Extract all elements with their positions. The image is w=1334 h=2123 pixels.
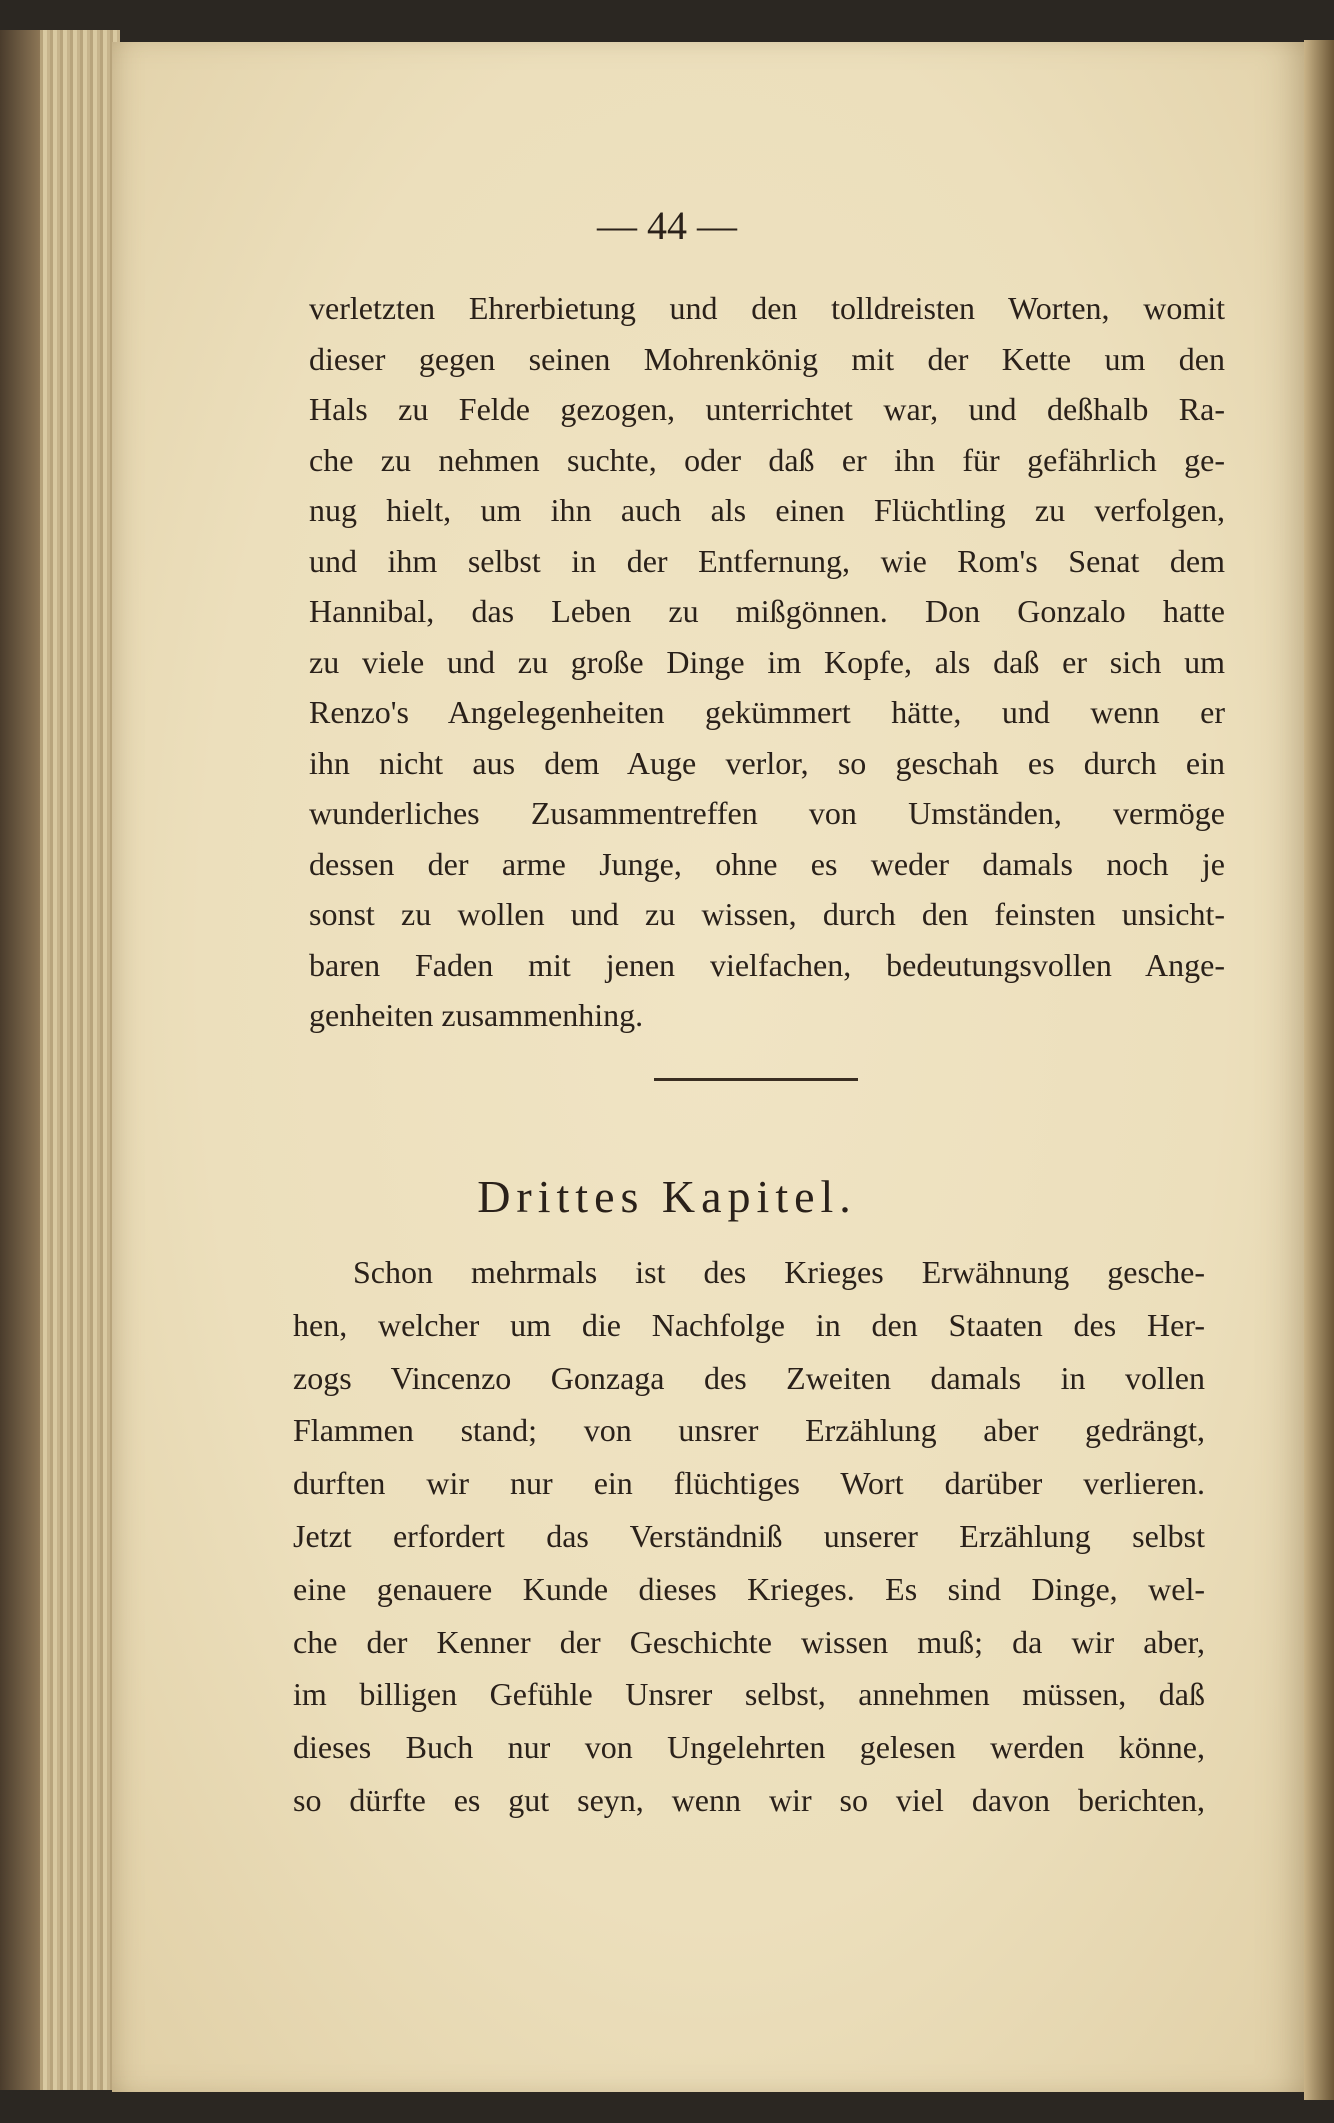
text-line: eine genauere Kunde dieses Krieges. Es sind Dinge, wel- xyxy=(293,1570,1205,1607)
text-line: so dürfte es gut seyn, wenn wir so viel davon berichten, xyxy=(293,1782,1205,1818)
text-line: hen, welcher um die Nachfolge in den Staaten des Her- xyxy=(293,1306,1205,1343)
chapter-heading: Drittes Kapitel. xyxy=(477,1171,857,1222)
text-line: zogs Vincenzo Gonzaga des Zweiten damals in vollen xyxy=(293,1359,1205,1396)
book-cover-edge xyxy=(0,30,40,2090)
text-line: nug hielt, um ihn auch als einen Flüchtling zu verfolgen, xyxy=(309,492,1225,528)
text-line: genheiten zusammenhing. xyxy=(309,997,644,1033)
text-line: dessen der arme Junge, ohne es weder damals noch je xyxy=(309,845,1225,882)
text-line: im billigen Gefühle Unsrer selbst, annehmen müssen, daß xyxy=(293,1676,1205,1713)
text-line: Schon mehrmals ist des Krieges Erwähnung gesche- xyxy=(353,1254,1205,1290)
text-line: ihn nicht aus dem Auge verlor, so geschah es durch ein xyxy=(309,744,1225,781)
text-line: baren Faden mit jenen vielfachen, bedeutungsvollen Ange- xyxy=(309,946,1225,983)
text-line: verletzten Ehrerbietung und den tolldreisten Worten, womit xyxy=(309,290,1225,326)
text-line: durften wir nur ein flüchtiges Wort darüber verlieren. xyxy=(293,1465,1205,1502)
page-right-edge xyxy=(1304,40,1334,2100)
section-divider-rule xyxy=(654,1078,858,1081)
text-line: Flammen stand; von unsrer Erzählung aber gedrängt, xyxy=(293,1412,1205,1449)
text-line: und ihm selbst in der Entfernung, wie Rom's Senat dem xyxy=(309,542,1225,579)
text-line: Hannibal, das Leben zu mißgönnen. Don Gonzalo hatte xyxy=(309,593,1225,629)
text-line: Jetzt erfordert das Verständniß unserer Erzählung selbst xyxy=(293,1518,1205,1554)
text-line: Renzo's Angelegenheiten gekümmert hätte, und wenn er xyxy=(309,694,1225,730)
page-number: — 44 — xyxy=(597,203,737,248)
text-line: dieses Buch nur von Ungelehrten gelesen werden könne, xyxy=(293,1729,1205,1766)
text-line: che der Kenner der Geschichte wissen muß; da wir aber, xyxy=(293,1623,1205,1660)
text-line: dieser gegen seinen Mohrenkönig mit der Kette um den xyxy=(309,340,1225,377)
text-line: zu viele und zu große Dinge im Kopfe, als daß er sich um xyxy=(309,643,1225,680)
text-line: sonst zu wollen und zu wissen, durch den feinsten unsicht- xyxy=(309,896,1225,932)
text-line: che zu nehmen suchte, oder daß er ihn für gefährlich ge- xyxy=(309,441,1225,478)
text-line: wunderliches Zusammentreffen von Umständen, vermöge xyxy=(309,795,1225,831)
text-line: Hals zu Felde gezogen, unterrichtet war, und deßhalb Ra- xyxy=(309,391,1225,427)
